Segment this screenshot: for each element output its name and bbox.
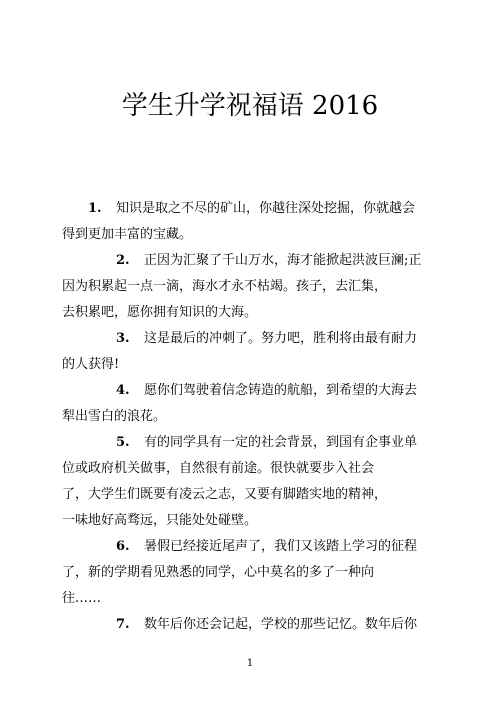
list-item-number: 4. xyxy=(116,383,130,398)
list-item-text: 愿你们驾驶着信念铸造的航船，到希望的大海去 xyxy=(144,383,418,398)
list-item-number: 7. xyxy=(116,617,130,632)
page-number: 1 xyxy=(246,658,254,669)
document-title: 学生升学祝福语 2016 xyxy=(121,91,379,121)
list-item-4-line-1 xyxy=(116,382,417,400)
list-item-2-line-3: 去积累吧，愿你拥有知识的大海。 xyxy=(62,305,258,320)
list-item-6-line-3: 往…… xyxy=(62,591,102,606)
list-item-7-line-1 xyxy=(116,616,417,634)
list-item-1-line-2: 得到更加丰富的宝藏。 xyxy=(62,227,193,242)
list-item-6-line-1 xyxy=(116,538,417,556)
list-item-text: 知识是取之不尽的矿山，你越往深处挖掘，你就越会 xyxy=(116,201,416,216)
list-item-2-line-2: 因为积累起一点一滴，海水才永不枯竭。孩子，去汇集， xyxy=(62,279,388,294)
list-item-1-line-1 xyxy=(88,200,415,218)
list-item-number: 2. xyxy=(116,253,130,268)
list-item-5-line-1 xyxy=(116,434,417,452)
list-item-2-line-1 xyxy=(116,252,421,270)
list-item-3-line-2: 的人获得! xyxy=(62,357,120,372)
list-item-3-line-1 xyxy=(116,330,417,348)
list-item-text: 正因为汇聚了千山万水，海才能掀起洪波巨澜;正 xyxy=(144,253,422,268)
list-item-5-line-2: 位或政府机关做事，自然很有前途。很快就要步入社会 xyxy=(62,461,375,476)
list-item-number: 3. xyxy=(116,331,130,346)
list-item-text: 数年后你还会记起，学校的那些记忆。数年后你 xyxy=(144,617,418,632)
list-item-4-line-2: 犁出雪白的浪花。 xyxy=(62,409,167,424)
list-item-text: 这是最后的冲刺了。努力吧，胜利将由最有耐力 xyxy=(144,331,418,346)
list-item-5-line-3: 了，大学生们既要有凌云之志，又要有脚踏实地的精神， xyxy=(62,487,388,502)
list-item-number: 6. xyxy=(116,539,130,554)
list-item-6-line-2: 了，新的学期看见熟悉的同学，心中莫名的多了一种向 xyxy=(62,565,375,580)
list-item-number: 1. xyxy=(88,201,102,216)
list-item-text: 有的同学具有一定的社会背景，到国有企事业单 xyxy=(144,435,418,450)
list-item-number: 5. xyxy=(116,435,130,450)
list-item-text: 暑假已经接近尾声了，我们又该踏上学习的征程 xyxy=(144,539,418,554)
list-item-5-line-4: 一味地好高骛远，只能处处碰壁。 xyxy=(62,513,258,528)
